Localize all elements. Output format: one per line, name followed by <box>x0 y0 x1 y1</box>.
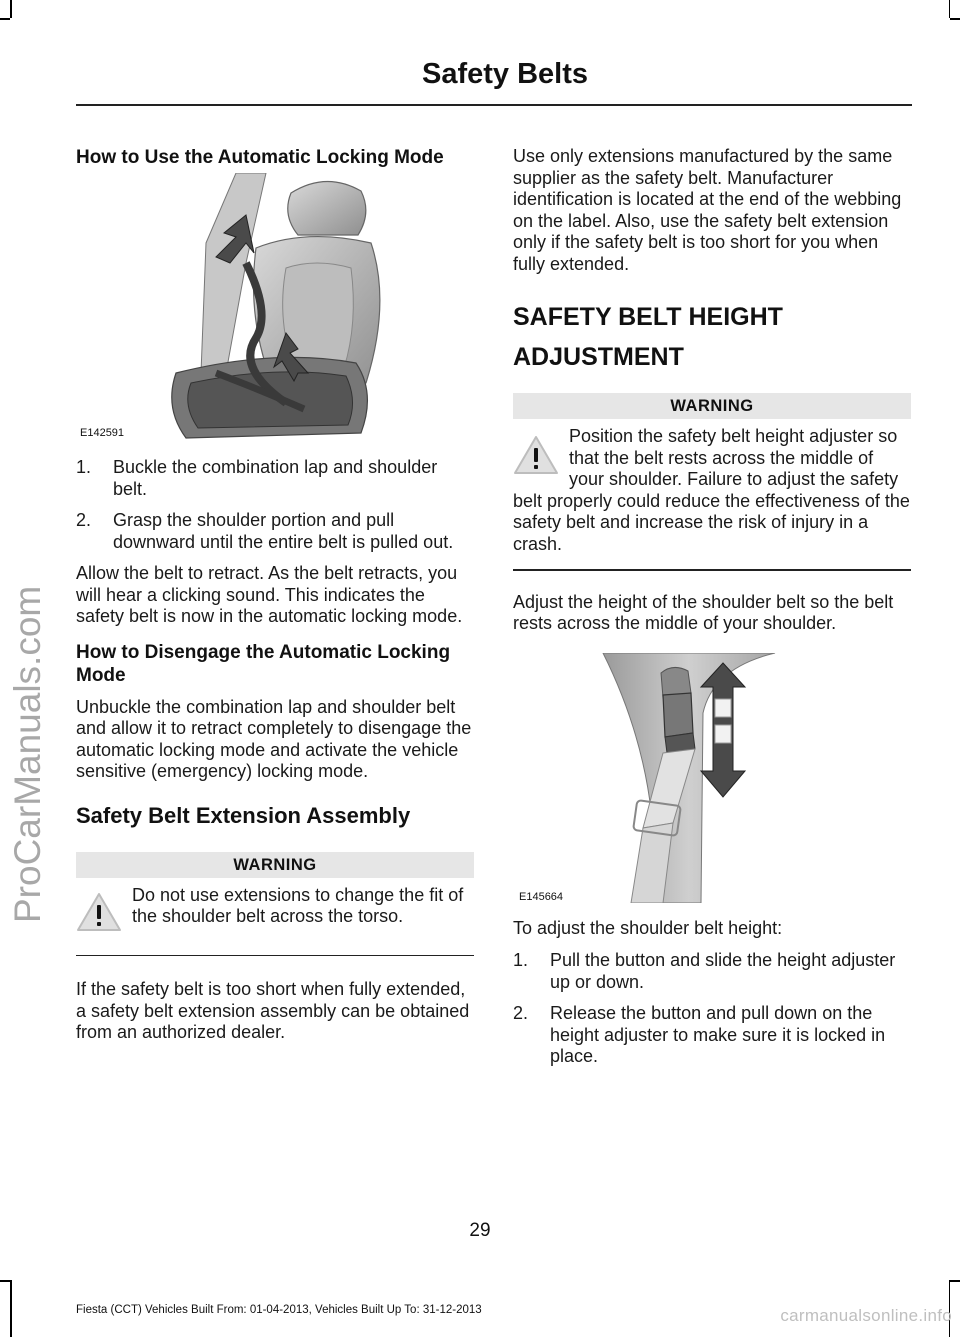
crop-mark <box>950 18 960 20</box>
heading-automatic-locking: How to Use the Automatic Locking Mode <box>76 147 444 168</box>
paragraph-use-only: Use only extensions manufactured by the same supplier as the safety belt. Manufacturer identification is located at the end of the webbing on the label. Also, use the safety belt extension only if the safety belt is too short for you when fully extended. <box>513 146 902 274</box>
auto-lock-steps <box>76 457 474 553</box>
paragraph-to-adjust: To adjust the shoulder belt height: <box>513 917 783 938</box>
crop-mark <box>949 0 951 18</box>
step-number: 2. <box>513 1003 529 1023</box>
list-item <box>513 1003 911 1068</box>
step-text: Pull the button and slide the height adjuster up or down. <box>550 950 896 992</box>
paragraph-disengage: Unbuckle the combination lap and shoulder belt and allow it to retract completely to disengage the automatic locking mode and activate the vehicle sensitive (emergency) locking mode. <box>76 696 472 781</box>
heading-disengage: How to Disengage the Automatic Locking Mode <box>76 641 451 686</box>
height-adjuster-figure <box>513 653 911 903</box>
crop-mark <box>10 1280 12 1337</box>
heading-height-adjustment-line1: SAFETY BELT HEIGHT <box>513 303 783 331</box>
side-watermark <box>2 505 50 925</box>
list-item <box>76 457 474 500</box>
heading-height-adjustment-line2: ADJUSTMENT <box>513 343 684 371</box>
crop-mark <box>0 1280 10 1282</box>
paragraph-adjust: Adjust the height of the shoulder belt so the belt rests across the middle of your shoulder. <box>513 591 894 633</box>
step-number: 1. <box>76 457 92 477</box>
warning-body <box>76 878 474 947</box>
paragraph-extension: If the safety belt is too short when fully extended, a safety belt extension assembly can be obtained from an authorized dealer. <box>76 979 470 1042</box>
step-text: Grasp the shoulder portion and pull downward until the entire belt is pulled out. <box>113 510 454 552</box>
seat-belt-figure <box>76 173 474 445</box>
page-number: 29 <box>469 1220 491 1241</box>
up-down-arrow-icon <box>701 663 745 797</box>
right-column <box>513 146 911 1078</box>
warning-box <box>76 852 474 957</box>
warning-triangle-icon <box>513 435 559 475</box>
list-item <box>513 950 911 993</box>
list-item <box>76 510 474 553</box>
header-rule <box>76 104 912 106</box>
step-number: 2. <box>76 510 92 530</box>
warning-triangle-icon <box>76 892 122 932</box>
footer-watermark: carmanualsonline.info <box>780 1306 952 1325</box>
warning-rule <box>76 955 474 957</box>
seat-illustration <box>76 173 474 445</box>
left-column <box>76 146 474 1044</box>
crop-mark <box>0 18 10 20</box>
paragraph-retract: Allow the belt to retract. As the belt retracts, you will hear a clicking sound. This indicates the safety belt is now in the automatic locking mode. <box>76 563 463 626</box>
height-adjust-steps <box>513 950 911 1068</box>
heading-extension-assembly: Safety Belt Extension Assembly <box>76 802 411 828</box>
warning-rule <box>513 569 911 571</box>
warning-label: WARNING <box>513 393 911 419</box>
side-watermark-text: ProCarManuals.com <box>7 585 48 923</box>
warning-text: Position the safety belt height adjuster so that the belt rests across the middle of your shoulder. Failure to adjust the safety belt properly could reduce the effectiveness of the safety belt and increase the risk of injury in a crash. <box>513 426 910 554</box>
crop-mark <box>950 1280 960 1282</box>
warning-label: WARNING <box>76 852 474 878</box>
step-number: 1. <box>513 950 529 970</box>
crop-mark <box>10 0 12 18</box>
page-title: Safety Belts <box>421 58 588 90</box>
footer-vehicle-info: Fiesta (CCT) Vehicles Built From: 01-04-2013, Vehicles Built Up To: 31-12-2013 <box>76 1304 482 1316</box>
warning-box <box>513 393 911 571</box>
figure-code: E145664 <box>519 890 564 903</box>
figure-code: E142591 <box>80 427 125 439</box>
step-text: Buckle the combination lap and shoulder belt. <box>113 457 438 499</box>
step-text: Release the button and pull down on the height adjuster to make sure it is locked in place. <box>550 1003 886 1066</box>
warning-text: Do not use extensions to change the fit of the shoulder belt across the torso. <box>132 884 464 926</box>
warning-body <box>513 419 911 555</box>
height-adjuster-illustration <box>513 653 911 903</box>
warning-text-wrap <box>513 426 911 555</box>
